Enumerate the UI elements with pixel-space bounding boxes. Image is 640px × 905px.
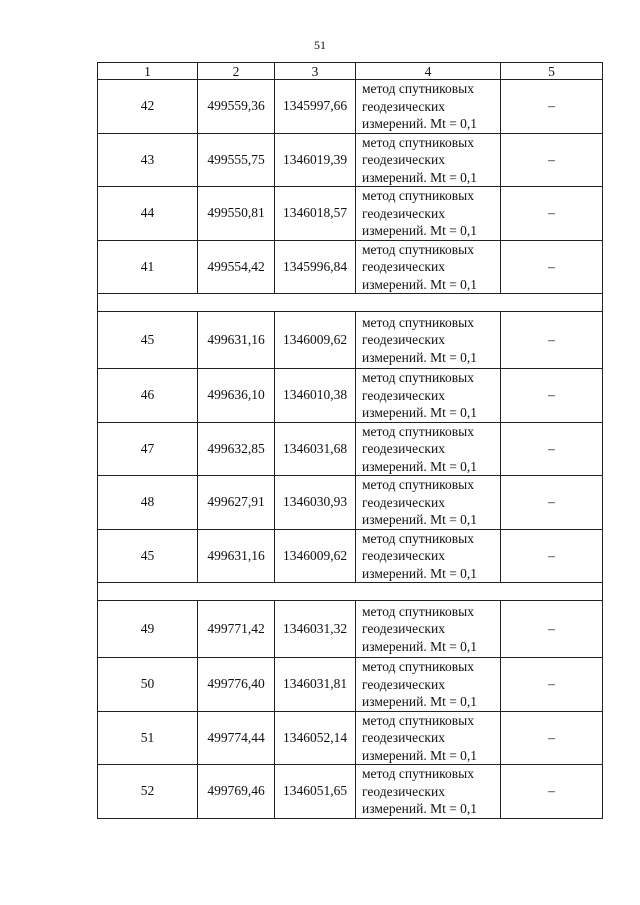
note-cell: –	[501, 422, 603, 476]
method-line: геодезических	[362, 783, 445, 799]
method-line: геодезических	[362, 98, 445, 114]
y-coordinate-cell: 1346031,68	[275, 422, 356, 476]
table-row	[98, 240, 603, 294]
method-line: метод спутниковых	[362, 477, 474, 492]
point-number-cell: 42	[98, 80, 198, 134]
method-cell	[356, 80, 501, 134]
table-row	[98, 711, 603, 765]
method-line: метод спутниковых	[362, 81, 474, 96]
x-coordinate-cell: 499774,44	[198, 711, 275, 765]
method-line: геодезических	[362, 548, 445, 563]
x-coordinate-cell: 499555,75	[198, 133, 275, 187]
method-line: геодезических	[362, 730, 445, 745]
point-number-cell: 44	[98, 187, 198, 241]
note-cell: –	[501, 529, 603, 583]
method-line: измерений. Mt = 0,1	[362, 565, 478, 581]
method-cell	[356, 240, 501, 294]
table-row	[98, 765, 603, 819]
method-cell	[356, 133, 501, 187]
point-number-cell: 45	[98, 312, 198, 369]
method-line: геодезических	[362, 332, 445, 348]
note-cell: –	[501, 369, 603, 423]
y-coordinate-cell: 1346009,62	[275, 529, 356, 583]
point-number-cell: 43	[98, 133, 198, 187]
method-line: метод спутниковых	[362, 530, 474, 546]
table-row	[98, 422, 603, 476]
y-coordinate-cell: 1345997,66	[275, 80, 356, 134]
header-cell: 2	[198, 63, 275, 80]
y-coordinate-cell: 1346009,62	[275, 312, 356, 369]
method-cell	[356, 601, 501, 658]
x-coordinate-cell: 499550,81	[198, 187, 275, 241]
page-number: 51	[314, 38, 326, 52]
y-coordinate-cell: 1346019,39	[275, 133, 356, 187]
method-line: геодезических	[362, 494, 445, 510]
method-line: геодезических	[362, 205, 445, 221]
method-line: метод спутниковых	[362, 134, 474, 150]
method-cell	[356, 658, 501, 712]
table-row	[98, 658, 603, 712]
method-line: измерений. Mt = 0,1	[362, 638, 478, 654]
point-number-cell: 49	[98, 601, 198, 658]
method-line: метод спутниковых	[362, 188, 474, 203]
x-coordinate-cell: 499776,40	[198, 658, 275, 712]
method-cell	[356, 765, 501, 819]
x-coordinate-cell: 499559,36	[198, 80, 275, 134]
note-cell: –	[501, 80, 603, 134]
group-separator-row	[98, 294, 603, 312]
table-row	[98, 187, 603, 241]
method-cell	[356, 476, 501, 530]
method-cell	[356, 529, 501, 583]
point-number-cell: 50	[98, 658, 198, 712]
method-cell	[356, 369, 501, 423]
method-line: метод спутниковых	[362, 712, 474, 728]
method-cell	[356, 187, 501, 241]
table-row	[98, 80, 603, 134]
method-line: геодезических	[362, 441, 445, 456]
note-cell: –	[501, 711, 603, 765]
y-coordinate-cell: 1346031,32	[275, 601, 356, 658]
table-row	[98, 529, 603, 583]
method-line: измерений. Mt = 0,1	[362, 747, 478, 763]
y-coordinate-cell: 1345996,84	[275, 240, 356, 294]
method-line: геодезических	[362, 387, 445, 403]
y-coordinate-cell: 1346010,38	[275, 369, 356, 423]
method-line: измерений. Mt = 0,1	[362, 512, 478, 527]
x-coordinate-cell: 499636,10	[198, 369, 275, 423]
point-number-cell: 45	[98, 529, 198, 583]
point-number-cell: 47	[98, 422, 198, 476]
x-coordinate-cell: 499769,46	[198, 765, 275, 819]
method-line: измерений. Mt = 0,1	[362, 694, 478, 709]
method-cell	[356, 422, 501, 476]
note-cell: –	[501, 133, 603, 187]
method-line: измерений. Mt = 0,1	[362, 276, 478, 292]
x-coordinate-cell: 499627,91	[198, 476, 275, 530]
point-number-cell: 51	[98, 711, 198, 765]
header-cell: 5	[501, 63, 603, 80]
header-cell: 1	[98, 63, 198, 80]
header-row	[98, 63, 603, 80]
point-number-cell: 41	[98, 240, 198, 294]
method-line: метод спутниковых	[362, 766, 474, 781]
group-separator-cell	[98, 583, 603, 601]
note-cell: –	[501, 765, 603, 819]
method-line: геодезических	[362, 259, 445, 274]
note-cell: –	[501, 476, 603, 530]
method-line: метод спутниковых	[362, 370, 474, 385]
group-separator-cell	[98, 294, 603, 312]
method-line: метод спутниковых	[362, 314, 474, 330]
method-line: измерений. Mt = 0,1	[362, 116, 478, 131]
y-coordinate-cell: 1346030,93	[275, 476, 356, 530]
method-line: измерений. Mt = 0,1	[362, 405, 478, 420]
note-cell: –	[501, 312, 603, 369]
note-cell: –	[501, 601, 603, 658]
method-line: геодезических	[362, 152, 445, 167]
method-line: метод спутниковых	[362, 423, 474, 439]
method-line: геодезических	[362, 676, 445, 692]
table-row	[98, 312, 603, 369]
coordinates-table	[97, 62, 603, 819]
method-line: метод спутниковых	[362, 603, 474, 619]
method-line: измерений. Mt = 0,1	[362, 223, 478, 238]
table-row	[98, 369, 603, 423]
group-separator-row	[98, 583, 603, 601]
coordinates-table-body	[98, 63, 603, 819]
point-number-cell: 52	[98, 765, 198, 819]
point-number-cell: 46	[98, 369, 198, 423]
x-coordinate-cell: 499771,42	[198, 601, 275, 658]
y-coordinate-cell: 1346051,65	[275, 765, 356, 819]
table-row	[98, 133, 603, 187]
y-coordinate-cell: 1346052,14	[275, 711, 356, 765]
table-row	[98, 601, 603, 658]
x-coordinate-cell: 499554,42	[198, 240, 275, 294]
x-coordinate-cell: 499631,16	[198, 529, 275, 583]
note-cell: –	[501, 240, 603, 294]
method-cell	[356, 711, 501, 765]
y-coordinate-cell: 1346031,81	[275, 658, 356, 712]
method-cell	[356, 312, 501, 369]
x-coordinate-cell: 499632,85	[198, 422, 275, 476]
header-cell: 3	[275, 63, 356, 80]
method-line: метод спутниковых	[362, 659, 474, 674]
method-line: измерений. Mt = 0,1	[362, 801, 478, 816]
y-coordinate-cell: 1346018,57	[275, 187, 356, 241]
note-cell: –	[501, 187, 603, 241]
method-line: геодезических	[362, 621, 445, 637]
table-row	[98, 476, 603, 530]
x-coordinate-cell: 499631,16	[198, 312, 275, 369]
method-line: метод спутниковых	[362, 241, 474, 257]
method-line: измерений. Mt = 0,1	[362, 458, 478, 474]
header-cell: 4	[356, 63, 501, 80]
point-number-cell: 48	[98, 476, 198, 530]
method-line: измерений. Mt = 0,1	[362, 169, 478, 185]
method-line: измерений. Mt = 0,1	[362, 349, 478, 365]
note-cell: –	[501, 658, 603, 712]
